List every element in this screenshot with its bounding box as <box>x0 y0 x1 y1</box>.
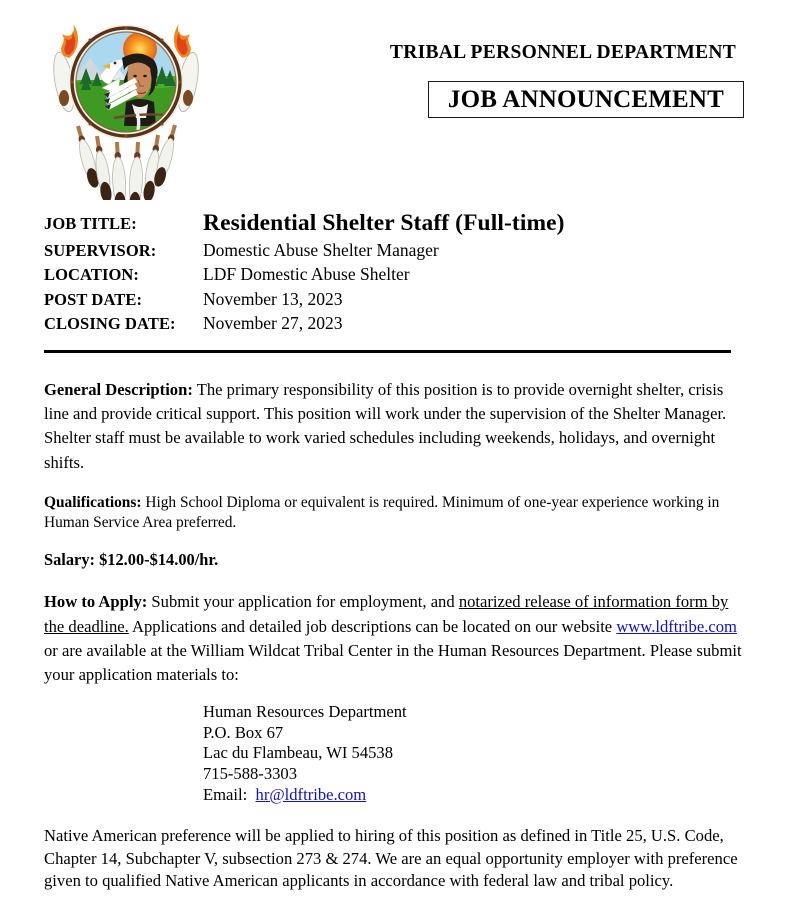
document-header <box>0 0 798 200</box>
meta-row-closing-date <box>44 313 744 337</box>
mailing-address-block <box>44 702 744 805</box>
meta-value-location: LDF Domestic Abuse Shelter <box>203 264 410 285</box>
meta-label-location: LOCATION: <box>44 265 140 285</box>
section-qualifications <box>44 493 744 534</box>
meta-value-post-date: November 13, 2023 <box>203 288 343 309</box>
meta-row-job-title <box>44 210 744 240</box>
address-line-email <box>203 785 744 806</box>
section-general-description <box>44 378 744 475</box>
meta-label-job-title: JOB TITLE: <box>44 214 137 233</box>
qualifications-heading: Qualifications: <box>44 493 142 511</box>
email-link[interactable]: hr@ldftribe.com <box>255 784 367 804</box>
closing-statement: Native American preference will be applied to hiring of this position as defined in Title 25, U.S. Code, Chapter 14, Subchapter V, subsection 273 & 274. We are an equal opportunity employer with preference given to qualified Native American applicants in accordance with federal law and tribal policy. <box>44 826 738 891</box>
address-line-city-state-zip: Lac du Flambeau, WI 54538 <box>203 743 394 763</box>
address-line-po-box: P.O. Box 67 <box>203 722 284 742</box>
document-body <box>44 378 744 893</box>
meta-label-post-date: POST DATE: <box>44 289 143 309</box>
job-announcement-label: JOB ANNOUNCEMENT <box>447 85 725 113</box>
meta-row-supervisor <box>44 240 744 264</box>
email-spacer <box>247 785 255 804</box>
meta-value-closing-date: November 27, 2023 <box>203 312 343 333</box>
section-how-to-apply <box>44 590 744 687</box>
salary-label: Salary: <box>44 550 95 570</box>
how-to-apply-heading: How to Apply: <box>44 592 148 612</box>
section-salary <box>44 550 744 570</box>
tribal-seal-logo <box>44 14 208 200</box>
how-to-apply-text-3: or are available at the William Wildcat Tribal Center in the Human Resources Department. Please submit your application materials to: <box>44 640 742 685</box>
job-meta-list <box>44 210 744 337</box>
meta-label-supervisor: SUPERVISOR: <box>44 241 157 260</box>
job-announcement-banner <box>428 81 744 118</box>
meta-label-closing-date: CLOSING DATE: <box>44 313 176 333</box>
notarized-release-phrase: notarized release of information form by the deadline. <box>44 592 729 636</box>
horizontal-rule <box>44 350 731 353</box>
general-description-text: The primary responsibility of this position is to provide overnight shelter, crisis line and provide critical support. This position will work under the supervision of the Shelter Manager. Shelter staff must be available to work varied schedules including weekends, holidays, and overnight shifts. <box>44 380 727 472</box>
qualifications-text: High School Diploma or equivalent is required. Minimum of one-year experience working in Human Service Area preferred. <box>44 493 720 532</box>
meta-value-job-title: Residential Shelter Staff (Full-time) <box>203 210 565 236</box>
meta-row-post-date <box>44 289 744 313</box>
general-description-heading: General Description: <box>44 380 193 399</box>
email-label: Email: <box>203 784 248 804</box>
how-to-apply-text-2: Applications and detailed job descriptions can be located on our website <box>128 616 617 636</box>
meta-value-supervisor: Domestic Abuse Shelter Manager <box>203 240 439 260</box>
meta-row-location <box>44 264 744 288</box>
salary-value: $12.00-$14.00/hr. <box>95 550 219 570</box>
website-link[interactable]: www.ldftribe.com <box>616 616 737 636</box>
address-line-phone: 715-588-3303 <box>203 764 298 783</box>
how-to-apply-text-1: Submit your application for employment, and <box>147 592 459 612</box>
department-title: TRIBAL PERSONNEL DEPARTMENT <box>389 42 737 63</box>
address-line-organization: Human Resources Department <box>203 702 407 722</box>
